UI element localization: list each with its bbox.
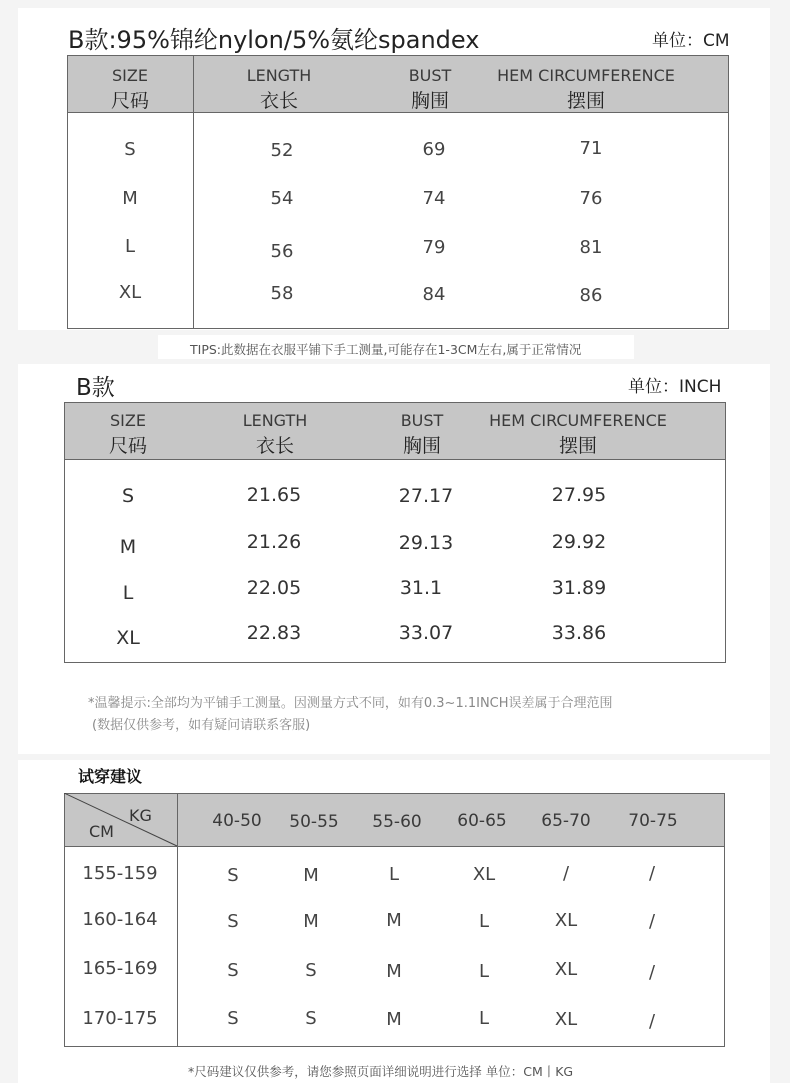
inch-row-bust: 29.13 [398, 532, 454, 554]
cm-row-length: 52 [270, 140, 294, 161]
weight-header: 55-60 [372, 812, 422, 832]
inch-row-bust: 33.07 [398, 622, 454, 644]
corner-kg-label: KG [129, 806, 152, 825]
weight-header: 70-75 [628, 811, 678, 831]
inch-row-length: 21.65 [246, 484, 302, 506]
corner-cm-label: CM [89, 822, 114, 841]
fit-row-height: 170-175 [82, 1008, 158, 1029]
fit-cell: / [648, 962, 656, 983]
inch-header-bust-en: BUST [400, 411, 444, 430]
fit-cell: XL [554, 959, 578, 980]
inch-row-hem: 27.95 [551, 484, 607, 506]
inch-row-hem: 33.86 [551, 622, 607, 644]
inch-header-length-en: LENGTH [242, 411, 308, 430]
fit-row-height: 160-164 [82, 909, 158, 930]
cm-row-bust: 74 [422, 188, 446, 209]
fit-cell: S [227, 960, 239, 981]
weight-header: 60-65 [457, 811, 507, 831]
cm-row-hem: 81 [579, 237, 603, 258]
inch-header-bust-zh: 胸围 [402, 435, 441, 457]
fit-cell: L [478, 911, 490, 932]
fit-cell: L [388, 864, 400, 885]
cm-row-hem: 76 [579, 188, 603, 209]
fit-cell: S [227, 1008, 239, 1029]
fit-footer-note: *尺码建议仅供参考，请您参照页面详细说明进行选择 单位：CM丨KG [188, 1064, 574, 1079]
weight-header: 50-55 [289, 812, 339, 832]
fit-cell: M [303, 911, 319, 932]
inch-header-length-zh: 衣长 [255, 435, 294, 457]
fit-cell: / [648, 1011, 656, 1032]
fit-cell: L [478, 1008, 490, 1029]
inch-row-bust: 27.17 [398, 485, 454, 507]
fit-cell: / [648, 911, 656, 932]
cm-row-size: S [124, 139, 136, 160]
fit-cell: S [305, 1008, 317, 1029]
fit-cell: S [227, 865, 239, 886]
weight-header: 40-50 [212, 811, 262, 831]
inch-row-hem: 31.89 [551, 577, 607, 599]
fit-cell: M [303, 865, 319, 886]
weight-header: 65-70 [541, 811, 591, 831]
inch-row-size: L [122, 582, 134, 604]
cm-header-bust-en: BUST [408, 66, 452, 85]
inch-row-length: 21.26 [246, 531, 302, 553]
inch-row-bust: 31.1 [399, 577, 443, 599]
inch-row-size: M [119, 536, 137, 558]
cm-header-length-zh: 衣长 [259, 90, 298, 112]
fit-cell: M [386, 910, 402, 931]
cm-row-size: XL [118, 282, 142, 303]
cm-header-size-en: SIZE [112, 66, 148, 85]
inch-header-hem-en: HEM CIRCUMFERENCE [489, 411, 667, 430]
fit-cell: S [305, 960, 317, 981]
cm-row-size: L [124, 236, 136, 257]
fit-cell: M [386, 961, 402, 982]
inch-header-hem-zh: 摆围 [558, 435, 597, 457]
inch-table-unit: 单位：INCH [628, 377, 722, 397]
inch-row-hem: 29.92 [551, 531, 607, 553]
cm-table-title: B款:95%锦纶nylon/5%氨纶spandex [68, 26, 480, 54]
inch-header-size-en: SIZE [110, 411, 146, 430]
cm-header-bust-zh: 胸围 [410, 90, 449, 112]
cm-tips: TIPS:此数据在衣服平铺下手工测量,可能存在1-3CM左右,属于正常情况 [190, 342, 582, 357]
inch-row-size: S [121, 485, 135, 507]
fit-cell: XL [472, 864, 496, 885]
inch-row-length: 22.83 [246, 622, 302, 644]
cm-row-length: 54 [270, 188, 294, 209]
cm-header-size-zh: 尺码 [110, 90, 149, 112]
cm-table-unit: 单位：CM [652, 31, 730, 51]
cm-header-hem-en: HEM CIRCUMFERENCE [497, 66, 675, 85]
corner-diagonal [64, 793, 178, 847]
fit-cell: L [478, 961, 490, 982]
cm-row-hem: 71 [579, 138, 603, 159]
fit-cell: XL [554, 1009, 578, 1030]
fit-row-height: 165-169 [82, 958, 158, 979]
inch-row-size: XL [116, 627, 140, 649]
cm-row-length: 56 [270, 241, 294, 262]
cm-row-length: 58 [270, 283, 294, 304]
inch-note-line1: *温馨提示:全部均为平铺手工测量。因测量方式不同，如有0.3~1.1INCH误差属于合理范围 [88, 696, 613, 711]
inch-header-size-zh: 尺码 [108, 435, 147, 457]
fit-cell: XL [554, 910, 578, 931]
fit-row-height: 155-159 [82, 863, 158, 884]
cm-row-bust: 79 [422, 237, 446, 258]
inch-row-length: 22.05 [246, 577, 302, 599]
fit-cell: / [562, 863, 570, 884]
cm-row-hem: 86 [579, 285, 603, 306]
inch-note-line2: (数据仅供参考，如有疑问请联系客服) [92, 718, 311, 733]
cm-header-length-en: LENGTH [246, 66, 312, 85]
cm-row-bust: 69 [422, 139, 446, 160]
fit-cell: S [227, 911, 239, 932]
inch-table-title: B款 [76, 375, 115, 401]
fit-table-title: 试穿建议 [78, 767, 143, 786]
cm-row-size: M [122, 188, 138, 209]
cm-row-bust: 84 [422, 284, 446, 305]
fit-cell: M [386, 1009, 402, 1030]
fit-cell: / [648, 863, 656, 884]
cm-header-hem-zh: 摆围 [566, 90, 605, 112]
